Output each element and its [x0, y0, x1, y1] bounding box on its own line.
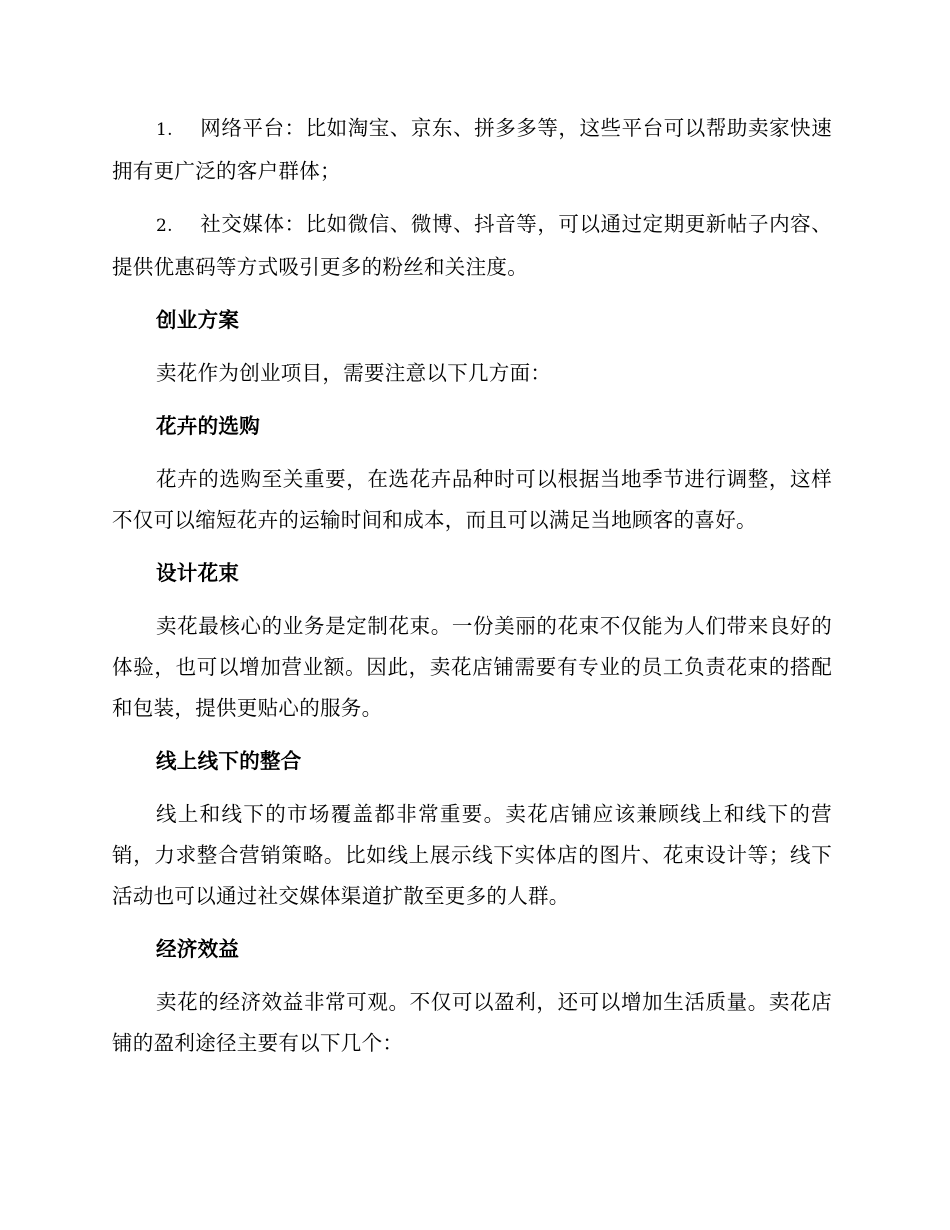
- heading-flower-purchase: 花卉的选购: [156, 414, 260, 438]
- paragraph-economic-benefit: 卖花的经济效益非常可观。不仅可以盈利，还可以增加生活质量。卖花店铺的盈利途径主要有以下几个：: [112, 990, 832, 1055]
- list-item-online-platform: [112, 108, 832, 192]
- paragraph-bouquet-design: 卖花最核心的业务是定制花束。一份美丽的花束不仅能为人们带来良好的体验，也可以增加营业额。因此，卖花店铺需要有专业的员工负责花束的搭配和包装，提供更贴心的服务。: [112, 614, 832, 720]
- list-item-number: 2.: [156, 216, 173, 236]
- paragraph-flower-purchase: 花卉的选购至关重要，在选花卉品种时可以根据当地季节进行调整，这样不仅可以缩短花卉的运输时间和成本，而且可以满足当地顾客的喜好。: [112, 467, 832, 532]
- list-item-number: 1.: [156, 120, 173, 140]
- paragraph-online-offline: 线上和线下的市场覆盖都非常重要。卖花店铺应该兼顾线上和线下的营销，力求整合营销策略。比如线上展示线下实体店的图片、花束设计等；线下活动也可以通过社交媒体渠道扩散至更多的人群。: [112, 802, 832, 908]
- document-page: [112, 108, 832, 1076]
- heading-economic-benefit: 经济效益: [156, 937, 240, 961]
- heading-online-offline: 线上线下的整合: [156, 749, 302, 773]
- heading-bouquet-design: 设计花束: [156, 561, 240, 585]
- list-item-social-media: [112, 204, 832, 288]
- paragraph-business-plan-intro: 卖花作为创业项目，需要注意以下几方面：: [156, 361, 552, 385]
- list-item-text: 社交媒体：比如微信、微博、抖音等，可以通过定期更新帖子内容、提供优惠码等方式吸引更多的粉丝和关注度。: [112, 212, 832, 279]
- list-item-text: 网络平台：比如淘宝、京东、拼多多等，这些平台可以帮助卖家快速拥有更广泛的客户群体；: [112, 116, 832, 183]
- heading-business-plan: 创业方案: [156, 308, 240, 332]
